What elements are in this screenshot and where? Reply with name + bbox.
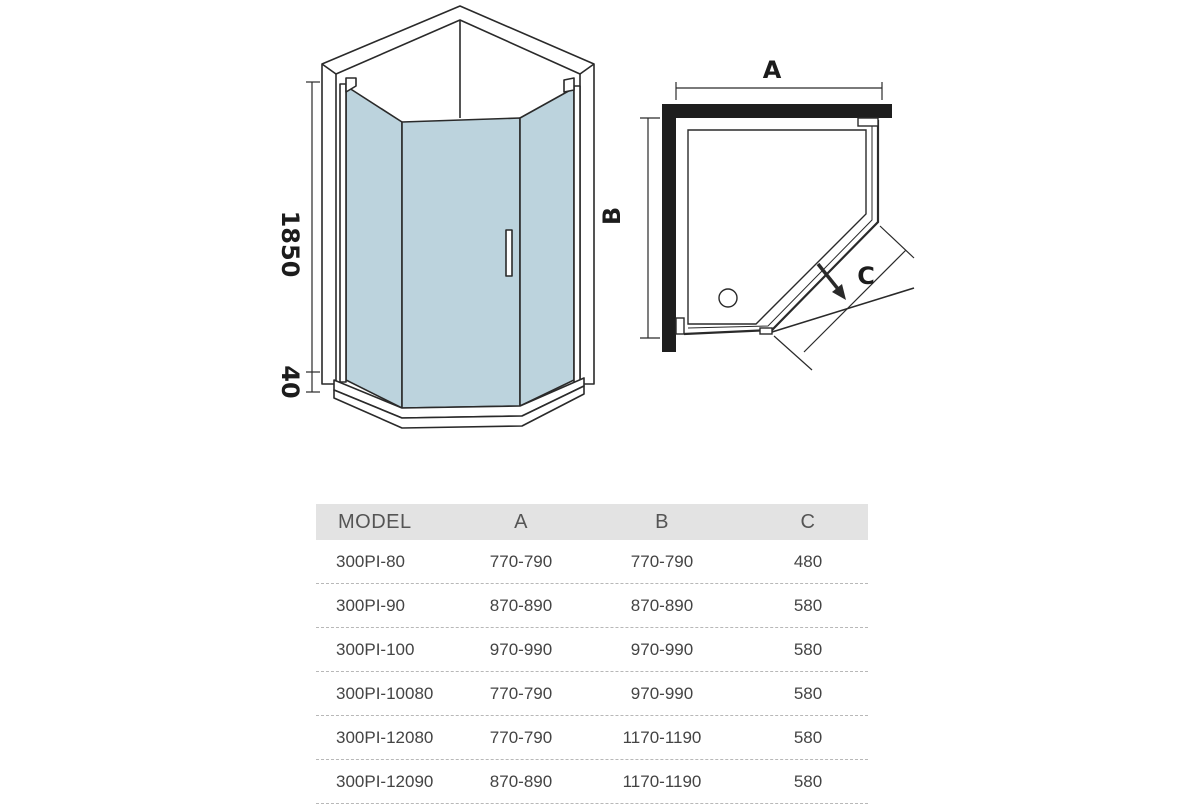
- cell-b: 970-990: [630, 683, 694, 703]
- dim-c-ext: [880, 226, 914, 258]
- cell-c: 580: [793, 771, 823, 791]
- plan-drain: [719, 289, 737, 307]
- cell-model: 300PI-12090: [336, 771, 434, 791]
- cell-a: 870-890: [489, 771, 553, 791]
- cell-model: 300PI-90: [336, 595, 405, 615]
- wall-profile-right: [574, 86, 580, 382]
- cell-c: 580: [793, 683, 823, 703]
- cell-b: 770-790: [630, 551, 694, 571]
- glass-panel-right: [520, 88, 574, 406]
- plan-bracket-top: [858, 118, 878, 126]
- cell-a: 770-790: [489, 727, 553, 747]
- cell-a: 870-890: [489, 595, 553, 615]
- cell-model: 300PI-80: [336, 551, 405, 571]
- bracket-top-right: [564, 78, 574, 92]
- wall-edge: [580, 64, 594, 74]
- wall-profile-left: [340, 84, 346, 382]
- cell-model: 300PI-12080: [336, 727, 434, 747]
- bracket-top-left: [346, 78, 356, 92]
- dim-b-label: B: [598, 206, 626, 226]
- table-row: [316, 540, 868, 584]
- dim-c-label: C: [857, 262, 875, 290]
- cell-b: 1170-1190: [622, 727, 702, 747]
- cell-model: 300PI-10080: [336, 683, 434, 703]
- cell-c: 580: [793, 639, 823, 659]
- model-dimensions-table: [316, 504, 868, 804]
- wall-edge: [322, 64, 336, 74]
- table-header: [316, 504, 868, 540]
- cell-a: 970-990: [489, 639, 553, 659]
- cell-b: 970-990: [630, 639, 694, 659]
- cell-c: 580: [793, 595, 823, 615]
- table-row: [316, 716, 868, 760]
- glass-door-panel: [402, 118, 520, 408]
- plan-wall-top: [662, 104, 892, 118]
- cell-model: 300PI-100: [336, 639, 415, 659]
- enclosure-elevation-view: [306, 6, 594, 428]
- plan-wall-left: [662, 104, 676, 352]
- plan-hinge: [760, 328, 772, 334]
- door-handle: [506, 230, 512, 276]
- table-row: [316, 672, 868, 716]
- table-row: [316, 760, 868, 804]
- dim-a-label: A: [762, 56, 782, 84]
- plan-bracket-left: [676, 318, 684, 334]
- cell-b: 1170-1190: [622, 771, 702, 791]
- base-height-label: 40: [276, 365, 304, 399]
- cell-a: 770-790: [489, 551, 553, 571]
- header-model: MODEL: [338, 510, 412, 533]
- table-row: [316, 584, 868, 628]
- table-row: [316, 628, 868, 672]
- cell-a: 770-790: [489, 683, 553, 703]
- header-b: B: [655, 510, 669, 533]
- dim-c-ext: [774, 336, 812, 370]
- header-c: C: [800, 510, 816, 533]
- enclosure-plan-view: [640, 82, 914, 370]
- header-a: A: [514, 510, 528, 533]
- height-label: 1850: [276, 210, 304, 278]
- glass-panel-left: [346, 86, 402, 408]
- cell-c: 480: [793, 551, 823, 571]
- cell-b: 870-890: [630, 595, 694, 615]
- plan-glass-line: [684, 120, 878, 334]
- cell-c: 580: [793, 727, 823, 747]
